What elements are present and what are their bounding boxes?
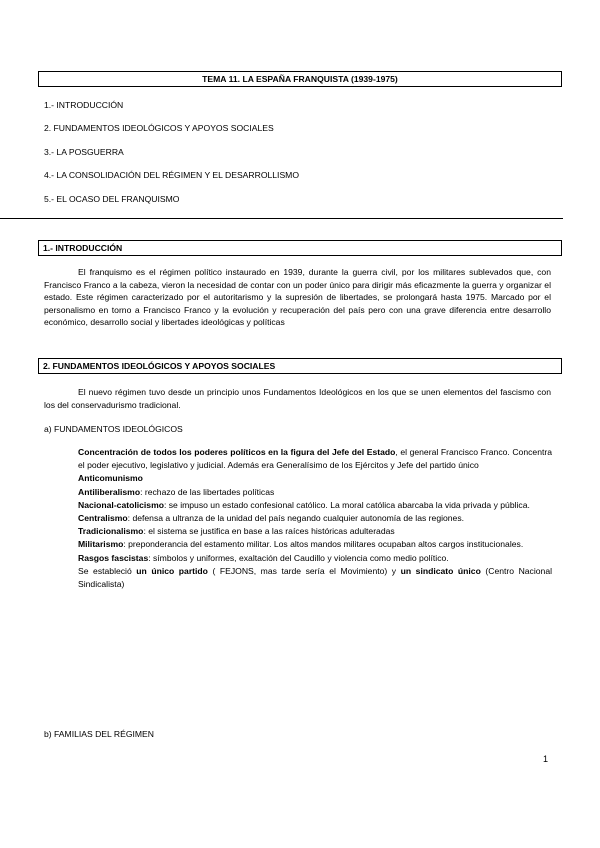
list-item-term: un único partido — [136, 565, 208, 576]
list-item — [78, 486, 552, 499]
list-item-text: : preponderancia del estamento militar. Los altos mandos militares ocupaban altos cargos institucionales. — [123, 539, 524, 550]
list-item — [78, 552, 552, 565]
list-item-text: Se estableció — [78, 565, 137, 576]
list-item — [78, 499, 552, 512]
introduccion-paragraph: El franquismo es el régimen político instaurado en 1939, durante la guerra civil, por los militares sublevados que, con Francisco Franco a la cabeza, vieron la necesidad de contar con un poder único para dirigir más eficazmente la guerra y organizar el estado. Este régimen caracterizado por el autoritarismo y la supresión de libertades, se prolongará hasta 1975. Marcado por el personalismo en torno a Francisco Franco y la evolución y recuperación del país pero con una grave diferencia entre desarrollo económico, desarrollo social y libertades ideológicas y políticas — [44, 267, 551, 327]
list-item-term: Rasgos fascistas — [78, 552, 149, 563]
list-item-term: Tradicionalismo — [78, 526, 144, 537]
toc-item-ocaso: 5.- EL OCASO DEL FRANQUISMO — [44, 194, 180, 204]
list-item-text: : se impuso un estado confesional católico. La moral católica abarcaba la vida privada y pública. — [163, 499, 530, 510]
list-item — [78, 446, 552, 472]
list-item-text: : rechazo de las libertades políticas — [140, 486, 275, 497]
section-heading-fundamentos: 2. FUNDAMENTOS IDEOLÓGICOS Y APOYOS SOCIALES — [38, 358, 562, 374]
document-title: TEMA 11. LA ESPAÑA FRANQUISTA (1939-1975) — [38, 71, 562, 87]
list-item-term: Anticomunismo — [78, 473, 143, 484]
list-item-text: : el sistema se justifica en base a las raíces históricas adulteradas — [143, 526, 395, 537]
list-item-term: Militarismo — [78, 539, 124, 550]
subheading-fundamentos-ideologicos: a) FUNDAMENTOS IDEOLÓGICOS — [44, 424, 183, 434]
toc-item-posguerra: 3.- LA POSGUERRA — [44, 147, 124, 157]
list-item-term: Nacional-catolicismo — [78, 499, 164, 510]
list-item — [78, 525, 552, 538]
list-item — [78, 512, 552, 525]
list-item-text: ( FEJONS, mas tarde sería el Movimiento) y — [207, 565, 401, 576]
list-item-text: , el general Francisco Franco. Concentra el poder ejecutivo, legislativo y judicial. Además era Generalísimo de los Ejércitos y Jefe del partido único — [78, 447, 553, 471]
ideological-list — [78, 446, 552, 591]
section-heading-introduccion: 1.- INTRODUCCIÓN — [38, 240, 562, 256]
list-item-term: Antiliberalismo — [78, 486, 141, 497]
section-divider — [0, 218, 563, 219]
list-item-term: Centralismo — [78, 513, 128, 524]
list-item-partido-sindicato — [78, 565, 552, 591]
list-item-text: (Centro Nacional Sindicalista) — [78, 565, 553, 590]
toc-item-consolidacion: 4.- LA CONSOLIDACIÓN DEL RÉGIMEN Y EL DESARROLLISMO — [44, 170, 300, 180]
list-item-text: : defensa a ultranza de la unidad del país negando cualquier autonomía de las regiones. — [127, 513, 465, 524]
list-item — [78, 472, 552, 485]
fundamentos-paragraph: El nuevo régimen tuvo desde un principio unos Fundamentos Ideológicos en los que se unen elementos del fascismo con los del conservadurismo tradicional. — [44, 387, 551, 410]
list-item-text: : símbolos y uniformes, exaltación del Caudillo y violencia como medio político. — [148, 552, 449, 563]
subheading-familias-regimen: b) FAMILIAS DEL RÉGIMEN — [44, 729, 154, 739]
list-item-term: un sindicato único — [400, 565, 481, 576]
list-item-term: Concentración de todos los poderes políticos en la figura del Jefe del Estado — [78, 447, 396, 457]
toc-item-introduccion: 1.- INTRODUCCIÓN — [44, 100, 124, 110]
page-number: 1 — [543, 754, 549, 764]
toc-item-fundamentos: 2. FUNDAMENTOS IDEOLÓGICOS Y APOYOS SOCIALES — [44, 123, 274, 133]
list-item — [78, 538, 552, 551]
